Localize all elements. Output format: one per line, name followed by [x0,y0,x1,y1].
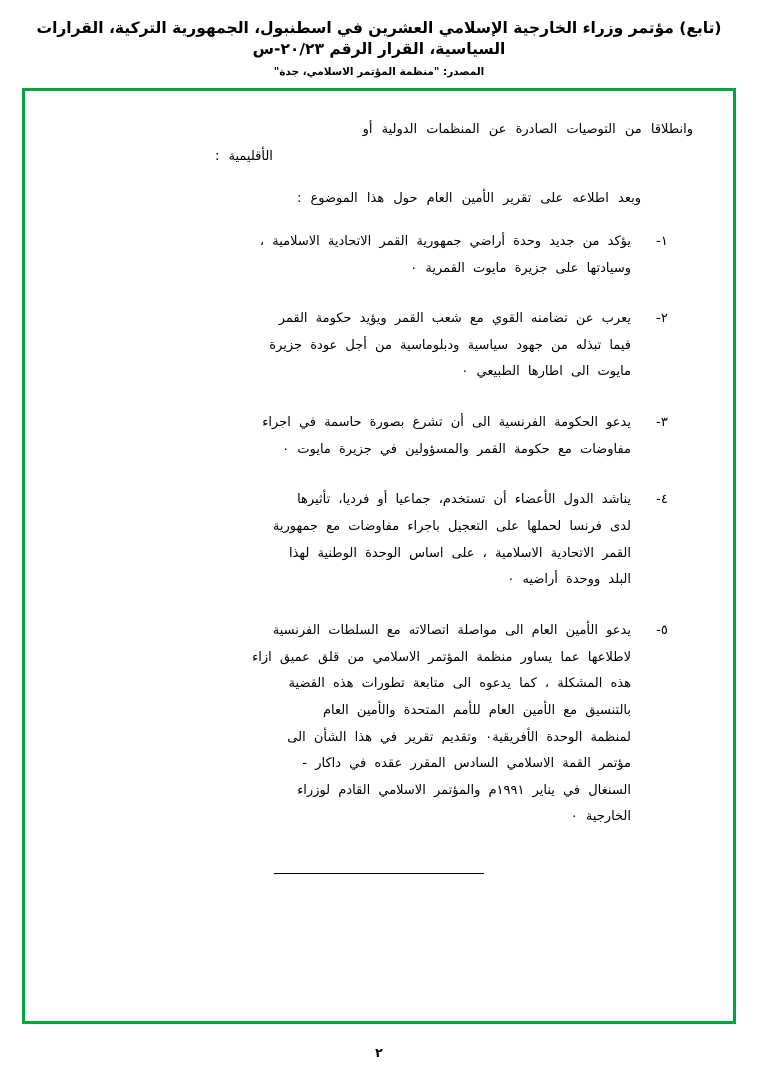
item-number: ٣- [656,415,668,431]
item-line-text: يؤكد من جديد وحدة أراضي جمهورية القمر الاتحادية الاسلامية ، [259,233,631,249]
item-number: ٤- [656,492,668,508]
item-line: البلد ووحدة أراضيه ٠ [507,572,631,588]
item-line: فيما تبذله من جهود سياسية ودبلوماسية من أجل عودة جزيرة [269,337,631,353]
item-number: ٥- [656,622,668,638]
item-text [65,618,631,831]
item-text [65,306,631,386]
preamble-paragraph-1 [65,117,693,170]
item-line: مفاوضات مع حكومة القمر والمسؤولين في جزيرة مايوت ٠ [282,441,631,457]
green-border-frame [22,88,736,1024]
header-source: المصدر: "منظمة المؤتمر الاسلامي، جدة" [273,65,485,78]
preamble-paragraph-2 [65,186,693,213]
item-number: ١- [656,233,668,249]
list-item [65,229,693,282]
list-item [65,487,693,594]
item-line [65,229,631,256]
item-number: ٢- [656,311,668,327]
header-title: (تابع) مؤتمر وزراء الخارجية الإسلامي العشرين في اسطنبول، الجمهورية التركية، القرارات السياسية، القرار الرقم ٢٠/٢٣-س [36,19,722,58]
item-line: بالتنسيق مع الأمين العام للأمم المتحدة والأمين العام [322,702,631,718]
preamble-1-line-2: الأقليمية : [215,148,273,164]
item-line: مؤتمر القمة الاسلامي السادس المقرر عقده في داكار - [302,756,631,772]
item-text [65,229,631,282]
section-divider [65,859,693,878]
list-item [65,618,693,831]
item-line: يناشد الدول الأعضاء أن تستخدم، جماعيا أو فرديا، تأثيرها [297,492,631,508]
document-body [25,91,733,888]
item-line: يعرب عن تضامنه القوي مع شعب القمر ويؤيد حكومة القمر [278,311,631,327]
item-text [65,487,631,594]
item-line: السنغال في يناير ١٩٩١م والمؤتمر الاسلامي القادم لوزراء [297,782,631,798]
preamble-1-line-1: وانطلاقا من التوصيات الصادرة عن المنظمات الدولية أو [362,122,693,137]
list-item [65,306,693,386]
document-header [0,0,758,78]
item-line: هذه المشكلة ، كما يدعوه الى متابعة تطورات هذه القضية [288,676,631,692]
item-text [65,410,631,463]
item-line: يدعو الأمين العام الى مواصلة اتصالاته مع السلطات الفرنسية [272,622,631,638]
preamble-2-text: وبعد اطلاعه على تقرير الأمين العام حول هذا الموضوع : [296,191,641,207]
item-line: لاطلاعها عما يساور منظمة المؤتمر الاسلامي من قلق عميق ازاء [252,649,631,665]
item-line: يدعو الحكومة الفرنسية الى أن تشرع بصورة حاسمة في اجراء [262,415,631,431]
item-line: لمنظمة الوحدة الأفريقية٠ وتقديم تقرير في هذا الشأن الى [287,729,631,745]
item-line: لدى فرنسا لحملها على التعجيل باجراء مفاوضات مع جمهورية [272,519,631,535]
item-line: مايوت الى اطارها الطبيعي ٠ [461,364,631,380]
page-number: ٢ [375,1045,383,1060]
list-item [65,410,693,463]
item-line: الخارجية ٠ [570,809,631,825]
divider-line [274,872,484,874]
item-line: وسيادتها على جزيرة مايوت القمرية ٠ [410,260,631,276]
item-line: القمر الاتحادية الاسلامية ، على اساس الوحدة الوطنية لهذا [288,545,631,561]
